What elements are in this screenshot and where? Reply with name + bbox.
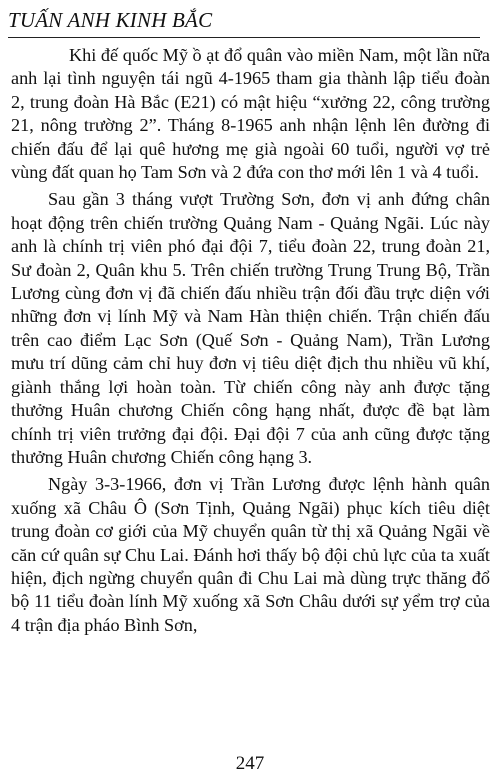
body-text bbox=[11, 44, 490, 641]
header-rule bbox=[8, 37, 480, 38]
page-number: 247 bbox=[235, 753, 265, 774]
paragraph: Khi đế quốc Mỹ ồ ạt đổ quân vào miền Nam, một lần nữa anh lại tình nguyện tái ngũ 4-1965 tham gia thành lập tiểu đoàn 2, trung đoàn Hà Bắc (E21) có mật hiệu “xưởng 22, công trường 21, nông trường 2”. Tháng 8-1965 anh nhận lệnh lên đường đi chiến đấu để lại quê hương mẹ già ngoài 60 tuổi, người vợ trẻ vùng đất quan họ Tam Sơn và 2 đứa con thơ mới lên 1 và 4 tuổi. bbox=[11, 45, 490, 183]
paragraph: Sau gần 3 tháng vượt Trường Sơn, đơn vị anh đứng chân hoạt động trên chiến trường Quảng Nam - Quảng Ngãi. Lúc này anh là chính trị viên phó đại đội 7, tiểu đoàn 22, trung đoàn 21, Sư đoàn 2, Quân khu 5. Trên chiến trường Trung Trung Bộ, Trần Lương cùng đơn vị đã chiến đấu nhiều trận đối đầu trực diện với những đơn vị lính Mỹ và Nam Hàn thiện chiến. Trận chiến đấu trên cao điểm Lạc Sơn (Quế Sơn - Quảng Nam), Trần Lương mưu trí dũng cảm chỉ huy đơn vị tiêu diệt địch thu nhiều vũ khí, giành thắng lợi hoàn toàn. Từ chiến công này anh được tặng thưởng Huân chương Chiến công hạng nhất, được đề bạt làm chính trị viên trưởng đại đội. Đại đội 7 của anh cũng được tặng thưởng Huân chương Chiến công hạng 3. bbox=[11, 189, 490, 467]
running-header-title: TUẤN ANH KINH BẮC bbox=[8, 8, 213, 32]
paragraph: Ngày 3-3-1966, đơn vị Trần Lương được lệnh hành quân xuống xã Châu Ô (Sơn Tịnh, Quảng Ngãi) phục kích tiêu diệt trung đoàn cơ giới của Mỹ chuyển quân từ thị xã Quảng Ngãi về căn cứ quân sự Chu Lai. Đánh hơi thấy bộ đội chủ lực của ta xuất hiện, địch ngừng chuyển quân đi Chu Lai mà dùng trực thăng đổ bộ 11 tiểu đoàn lính Mỹ xuống xã Sơn Châu dưới sự yểm trợ của 4 trận địa pháo Bình Sơn, bbox=[11, 474, 490, 635]
